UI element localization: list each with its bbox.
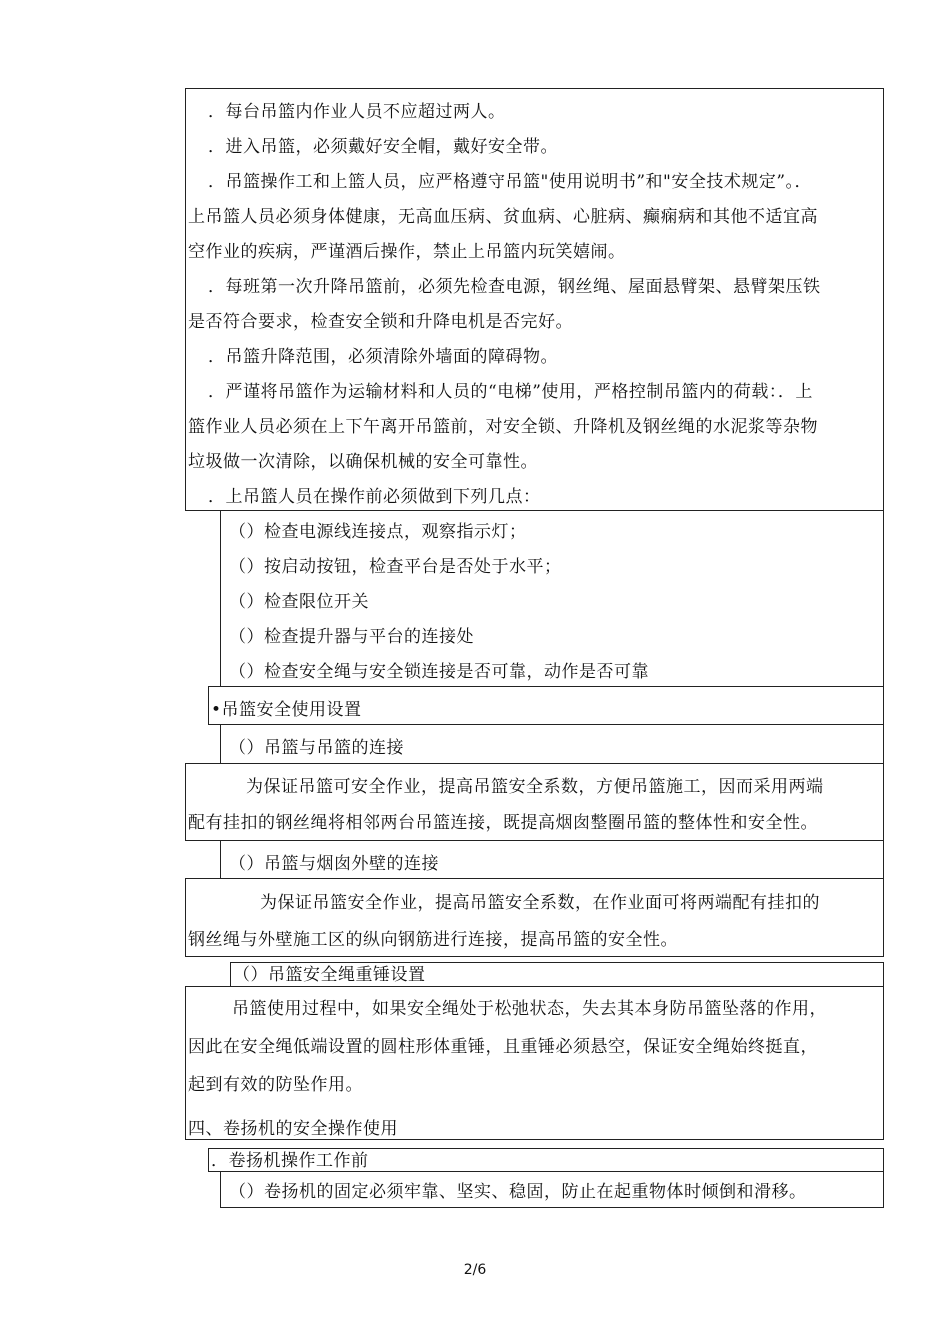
- sub1-body: [185, 763, 884, 841]
- body-line: 起到有效的防坠作用。: [188, 1075, 363, 1095]
- body-line: 为保证吊篮安全作业，提高吊篮安全系数，在作业面可将两端配有挂扣的: [260, 893, 820, 913]
- body-line: 吊篮使用过程中，如果安全绳处于松弛状态，失去其本身防吊篮坠落的作用，: [232, 999, 827, 1019]
- rule-line: 垃圾做一次清除，以确保机械的安全可靠性。: [188, 452, 538, 472]
- rule-line: 空作业的疾病，严谨酒后操作，禁止上吊篮内玩笑嬉闹。: [188, 242, 626, 262]
- section-heading: 四、卷扬机的安全操作使用: [188, 1119, 398, 1139]
- body-line: 钢丝绳与外壁施工区的纵向钢筋进行连接，提高吊篮的安全性。: [188, 930, 678, 950]
- check-item: （）检查限位开关: [229, 592, 369, 612]
- checks-block: [220, 510, 884, 687]
- check-item: （）检查安全绳与安全锁连接是否可靠，动作是否可靠: [229, 662, 649, 682]
- sub2-body: [185, 878, 884, 957]
- check-item: （）检查电源线连接点，观察指示灯；: [229, 522, 527, 542]
- rule-line: ．每班第一次升降吊篮前，必须先检查电源，钢丝绳、屋面悬臂架、悬臂架压铁: [208, 277, 821, 297]
- subsection-heading: （）吊篮与烟囱外壁的连接: [229, 854, 439, 874]
- subsection-heading: （）吊篮安全绳重锤设置: [233, 965, 426, 985]
- rule-line: ．严谨将吊篮作为运输材料和人员的“电梯”使用，严格控制吊篮内的荷载：．上: [208, 382, 813, 402]
- winch-item-box: [220, 1171, 884, 1208]
- check-item: （）按启动按钮，检查平台是否处于水平；: [229, 557, 562, 577]
- rule-line: 是否符合要求，检查安全锁和升降电机是否完好。: [188, 312, 573, 332]
- page-number: 2/6: [463, 1262, 487, 1278]
- body-line: （）卷扬机的固定必须牢靠、坚实、稳固，防止在起重物体时倾倒和滑移。: [229, 1182, 807, 1202]
- rule-line: ．吊篮升降范围，必须清除外墙面的障碍物。: [208, 347, 558, 367]
- body-line: 因此在安全绳低端设置的圆柱形体重锤，且重锤必须悬空，保证安全绳始终挺直，: [188, 1037, 818, 1057]
- sub2-heading-box: [220, 840, 884, 879]
- rules-block: [185, 88, 884, 511]
- rule-line: ．进入吊篮，必须戴好安全帽，戴好安全带。: [208, 137, 558, 157]
- section-heading: •吊篮安全使用设置: [211, 700, 362, 720]
- sub3-body: [185, 986, 884, 1140]
- body-line: 为保证吊篮可安全作业，提高吊篮安全系数，方便吊篮施工，因而采用两端: [246, 777, 824, 797]
- check-item: （）检查提升器与平台的连接处: [229, 627, 474, 647]
- winch-heading-box: [208, 1148, 884, 1172]
- rule-line: 上吊篮人员必须身体健康，无高血压病、贫血病、心脏病、癫痫病和其他不适宜高: [188, 207, 818, 227]
- rule-line: ．每台吊篮内作业人员不应超过两人。: [208, 102, 506, 122]
- rule-line: ．上吊篮人员在操作前必须做到下列几点：: [208, 487, 541, 507]
- subsection-heading: ．卷扬机操作工作前: [211, 1151, 369, 1171]
- sub3-heading-box: [230, 962, 884, 987]
- usage-heading-box: [208, 686, 884, 725]
- body-line: 配有挂扣的钢丝绳将相邻两台吊篮连接，既提高烟囱整圈吊篮的整体性和安全性。: [188, 813, 818, 833]
- rule-line: 篮作业人员必须在上下午离开吊篮前，对安全锁、升降机及钢丝绳的水泥浆等杂物: [188, 417, 818, 437]
- rule-line: ．吊篮操作工和上篮人员，应严格遵守吊篮"使用说明书”和"安全技术规定”。．: [208, 172, 813, 192]
- subsection-heading: （）吊篮与吊篮的连接: [229, 738, 404, 758]
- sub1-heading-box: [220, 724, 884, 764]
